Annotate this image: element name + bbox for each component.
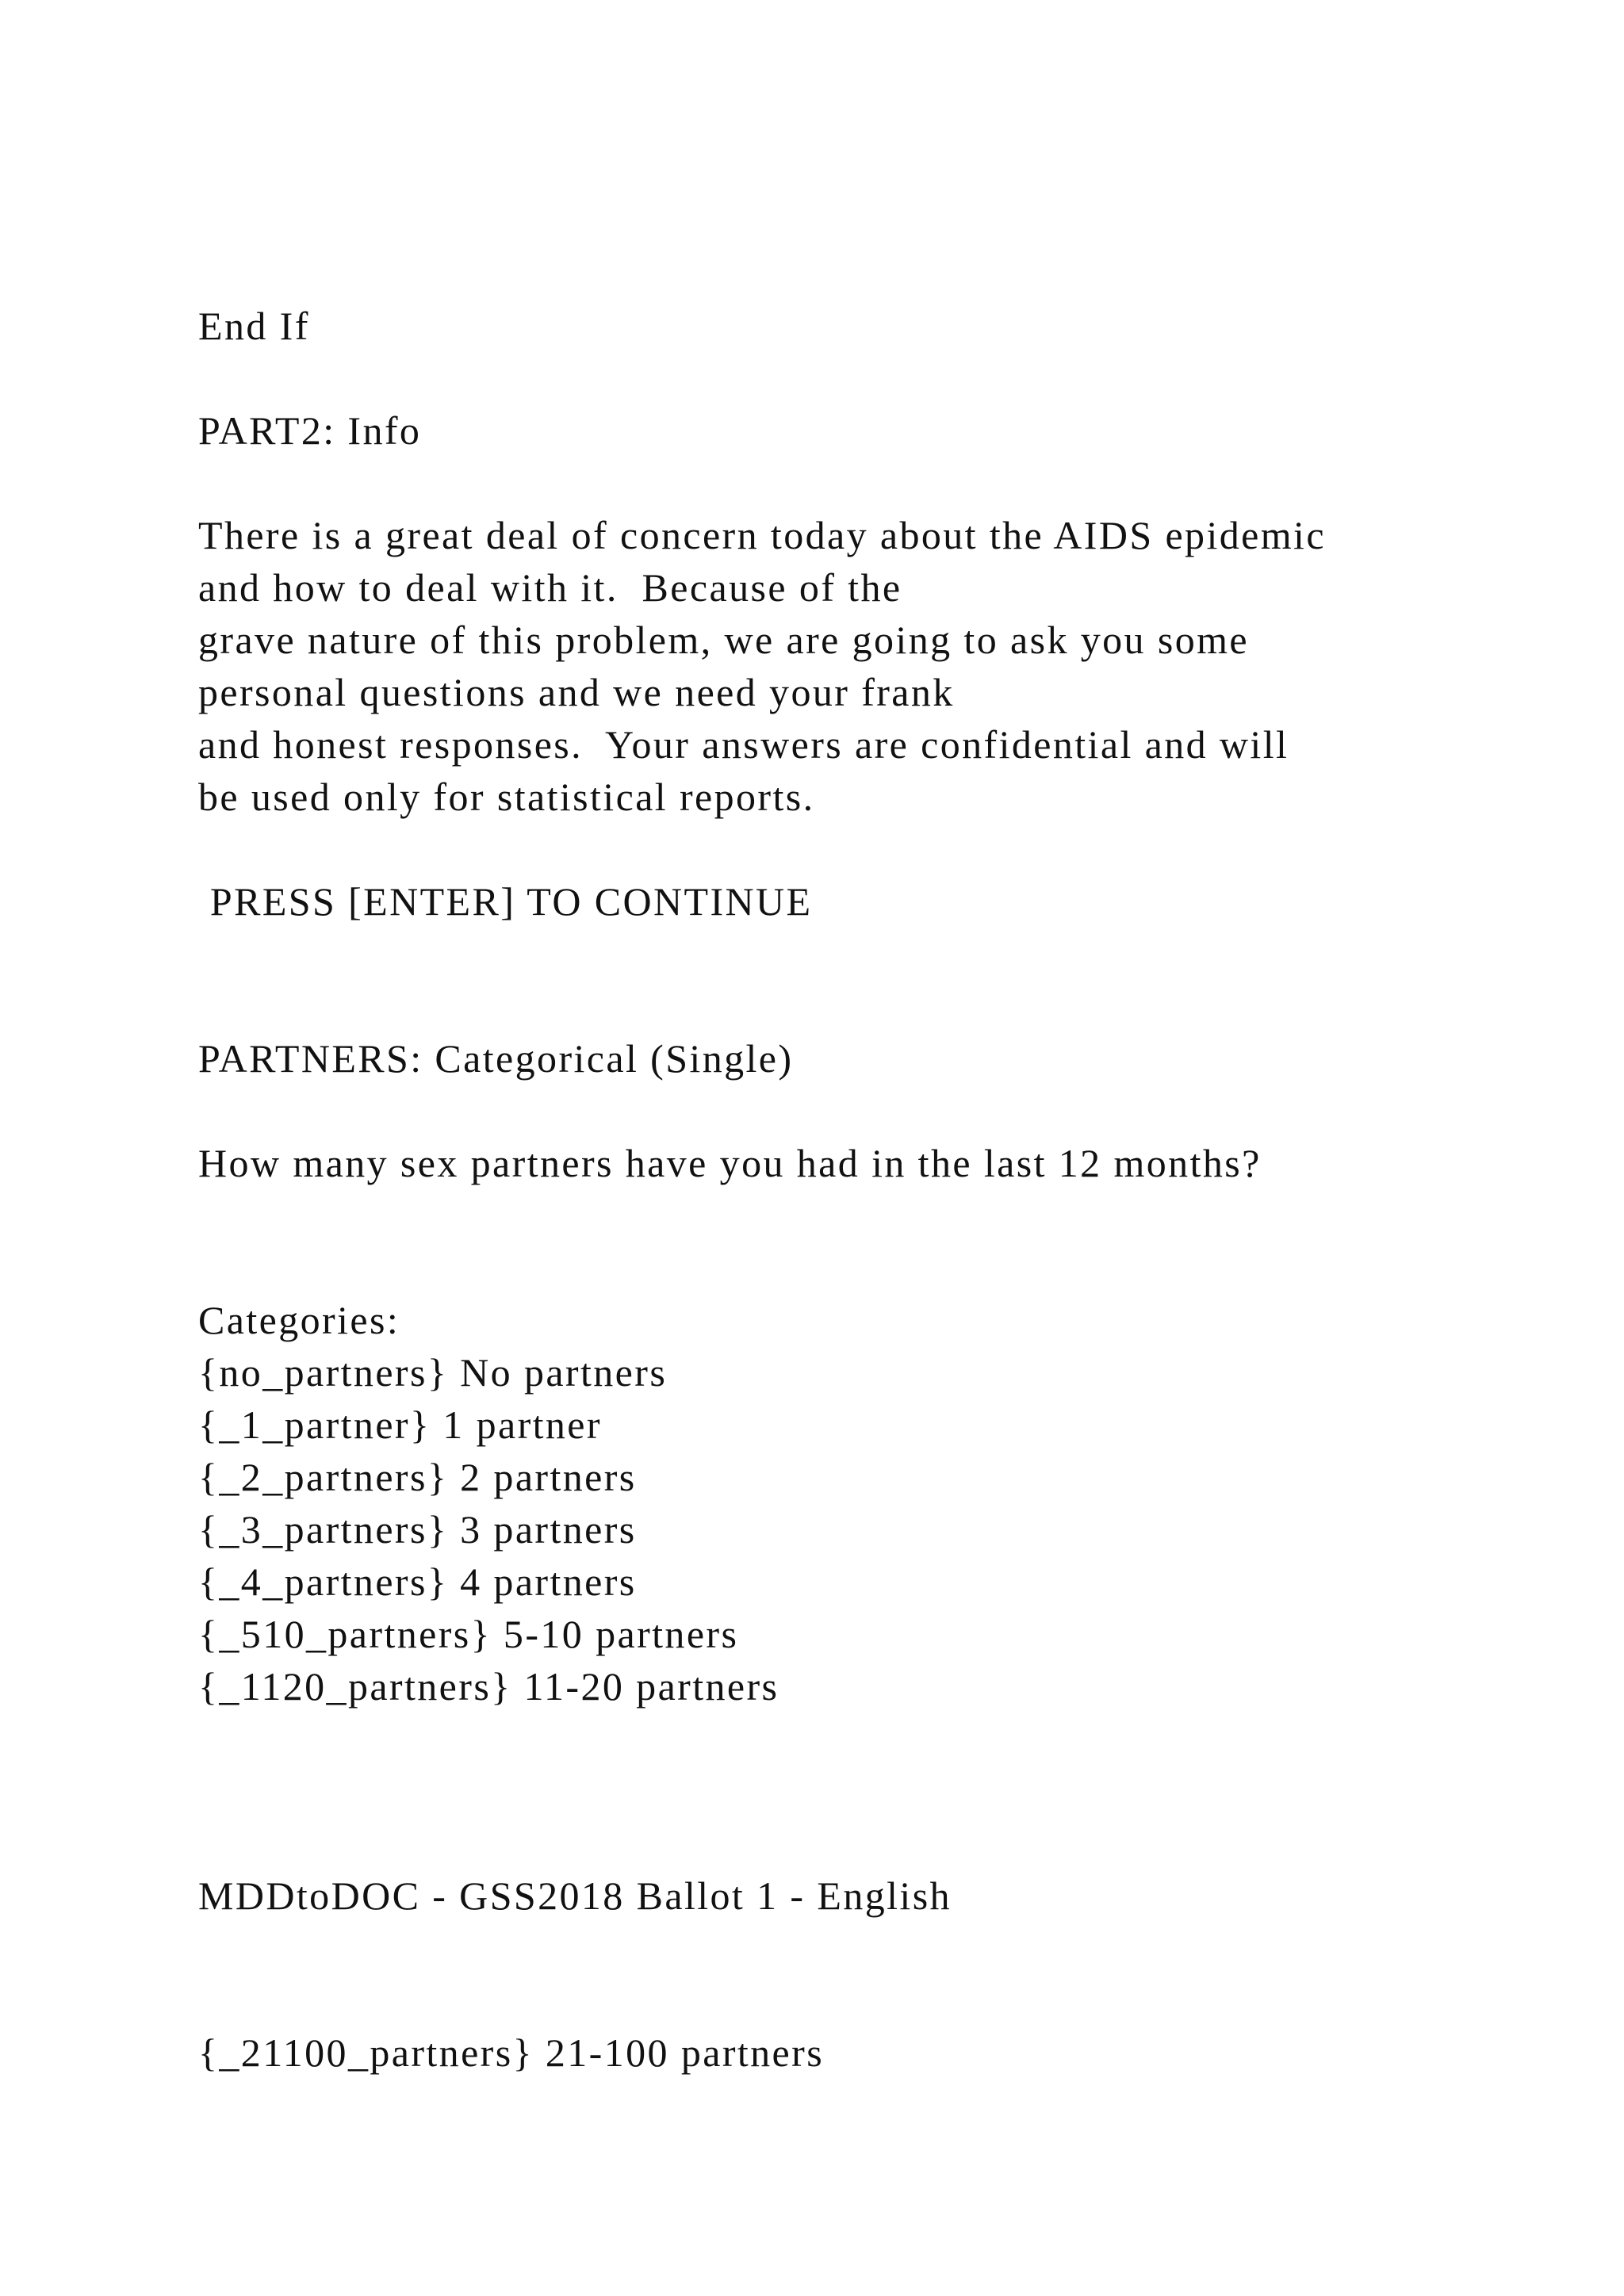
part2-heading: PART2: Info <box>198 408 422 453</box>
category-item: {_21100_partners} 21-100 partners <box>198 2030 825 2075</box>
intro-line: grave nature of this problem, we are going to ask you some <box>198 618 1249 662</box>
page-footer: MDDtoDOC - GSS2018 Ballot 1 - English <box>198 1873 952 1918</box>
end-if-statement: End If <box>198 304 310 348</box>
category-item: {_4_partners} 4 partners <box>198 1559 637 1604</box>
intro-line: personal questions and we need your frank <box>198 670 955 714</box>
category-item: {no_partners} No partners <box>198 1350 668 1395</box>
category-item: {_1120_partners} 11-20 partners <box>198 1664 779 1709</box>
category-item: {_3_partners} 3 partners <box>198 1507 637 1552</box>
category-item: {_510_partners} 5-10 partners <box>198 1612 739 1656</box>
partners-question: How many sex partners have you had in the last 12 months? <box>198 1141 1262 1185</box>
intro-line: and honest responses. Your answers are confidential and will <box>198 722 1289 767</box>
partners-heading: PARTNERS: Categorical (Single) <box>198 1036 794 1081</box>
intro-line: There is a great deal of concern today about the AIDS epidemic <box>198 513 1326 557</box>
intro-line: be used only for statistical reports. <box>198 775 815 819</box>
categories-label: Categories: <box>198 1298 400 1342</box>
intro-line: and how to deal with it. Because of the <box>198 565 902 610</box>
category-item: {_2_partners} 2 partners <box>198 1455 637 1499</box>
press-enter-prompt: PRESS [ENTER] TO CONTINUE <box>198 879 813 924</box>
category-item: {_1_partner} 1 partner <box>198 1402 602 1447</box>
